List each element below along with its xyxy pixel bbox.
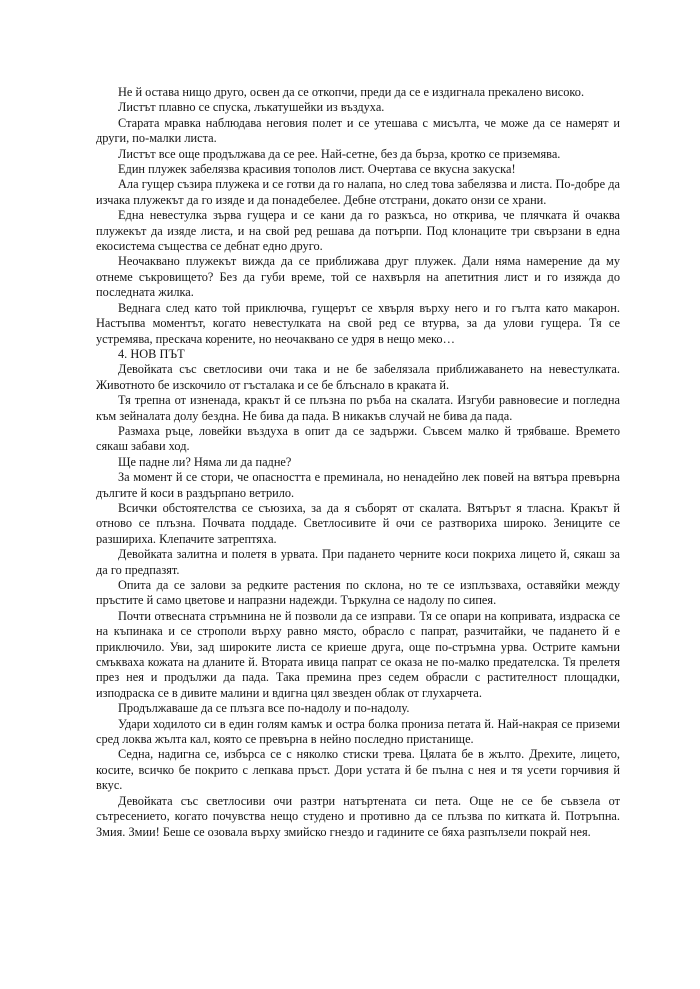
paragraph: Размаха ръце, ловейки въздуха в опит да се задържи. Съвсем малко й трябваше. Времето сякаш забави ход. xyxy=(96,423,620,454)
paragraph: Листът все още продължава да се рее. Най-сетне, без да бърза, кротко се приземява. xyxy=(118,146,561,161)
paragraph: Ще падне ли? Няма ли да падне? xyxy=(118,454,292,469)
paragraph: Опита да се залови за редките растения по склона, но те се изплъзваха, оставяйки между пръстите й само цветове и напразни надежди. Търкулна се надолу по сипея. xyxy=(96,578,620,608)
paragraph: Листът плавно се спуска, лъкатушейки из въздуха. xyxy=(118,100,385,115)
document-body xyxy=(96,85,620,840)
paragraph: Продължаваше да се плъзга все по-надолу и по-надолу. xyxy=(118,701,410,716)
paragraph: Девойката със светлосиви очи така и не бе забелязала приближаването на невестулката. Животното бе изскочило от гъсталака и се бе блъснало в краката й. xyxy=(96,362,620,392)
paragraph: Една невестулка зърва гущера и се кани да го разкъса, но открива, че плячката й очаква плужекът да изяде листа, и на свой ред решава да потърпи. Под клонаците три свързани в една екосистема същества се дебнат едно друго. xyxy=(96,208,620,254)
paragraph: За момент й се стори, че опасността е преминала, но ненадейно лек повей на вятъра превърна дългите й коси в раздърпано ветрило. xyxy=(96,470,620,500)
paragraph: Не й остава нищо друго, освен да се откопчи, преди да се е издигнала прекалено високо. xyxy=(118,85,585,99)
paragraph: Неочаквано плужекът вижда да се приближава друг плужек. Дали няма намерение да му отнеме съкровището? Без да губи време, той се нахвърля на апетитния лист и го изяжда до последната жилка. xyxy=(96,254,620,300)
paragraph: Девойката залитна и полетя в урвата. При падането черните коси покриха лицето й, сякаш за да го предпазят. xyxy=(96,547,620,577)
paragraph: Удари ходилото си в един голям камък и остра болка прониза петата й. Най-накрая се приземи сред локва жълта кал, която се превърна в нейно последно пристанище. xyxy=(96,716,620,747)
paragraph: Девойката със светлосиви очи разтри натъртената си пета. Още не се бе съвзела от сътресението, когато почувства нещо студено и противно да се плъзва по китката й. Потръпна. Змия. Змии! Беше се озовала върху змийско гнездо и гадините се бяха разпълзели покрай нея. xyxy=(96,793,620,839)
paragraph: Ала гущер съзира плужека и се готви да го налапа, но след това забелязва и листа. По-добре да изчака плужекът да го изяде и да понадебелее. Дебне отстрани, докато онзи се храни. xyxy=(96,177,620,207)
paragraph: Веднага след като той приключва, гущерът се хвърля върху него и го гълта като макарон. Настъпва моментът, когато невестулката на свой ред се втурва, за да улови гущера. Тя се устремява, прескача корените, но неочаквано се удря в нещо меко… xyxy=(96,300,620,346)
paragraph: Тя трепна от изненада, кракът й се плъзна по ръба на скалата. Изгуби равновесие и погледна към зейналата долу бездна. Не бива да пада. В никакъв случай не бива да пада. xyxy=(96,393,620,423)
paragraph: Един плужек забелязва красивия тополов лист. Очертава се вкусна закуска! xyxy=(118,162,516,177)
paragraph: 4. НОВ ПЪТ xyxy=(118,346,185,361)
paragraph: Старата мравка наблюдава неговия полет и се утешава с мисълта, че може да се намерят и други, по-малки листа. xyxy=(96,115,620,146)
paragraph: Всички обстоятелства се съюзиха, за да я съборят от скалата. Вятърът я тласна. Кракът й отново се плъзна. Почвата поддаде. Светлосивите й очи се разтвориха широко. Зениците се разшириха. Клепачите затрептяха. xyxy=(96,500,620,546)
paragraph: Почти отвесната стръмнина не й позволи да се изправи. Тя се опари на копривата, издраска се на къпинака и се строполи върху равно място, обрасло с папрат, разчитайки, че падането й е приключило. Уви, зад широките листа се криеше друга, още по-стръмна урва. Острите камъни смъкваха кожата на дланите й. Втората ивица папрат се оказа не по-малко предателска. Тя прелетя през нея и продължи да пада. Така премина през седем обрасли с растителност площадки, изподраска се в дивите малини и вдигна цял звезден облак от глухарчета. xyxy=(96,608,620,700)
paragraph: Седна, надигна се, избърса се с няколко стиски трева. Цялата бе в жълто. Дрехите, лицето, косите, всичко бе покрито с лепкава пръст. Дори устата й бе пълна с нея и тя усети горчивия й вкус. xyxy=(96,747,620,793)
